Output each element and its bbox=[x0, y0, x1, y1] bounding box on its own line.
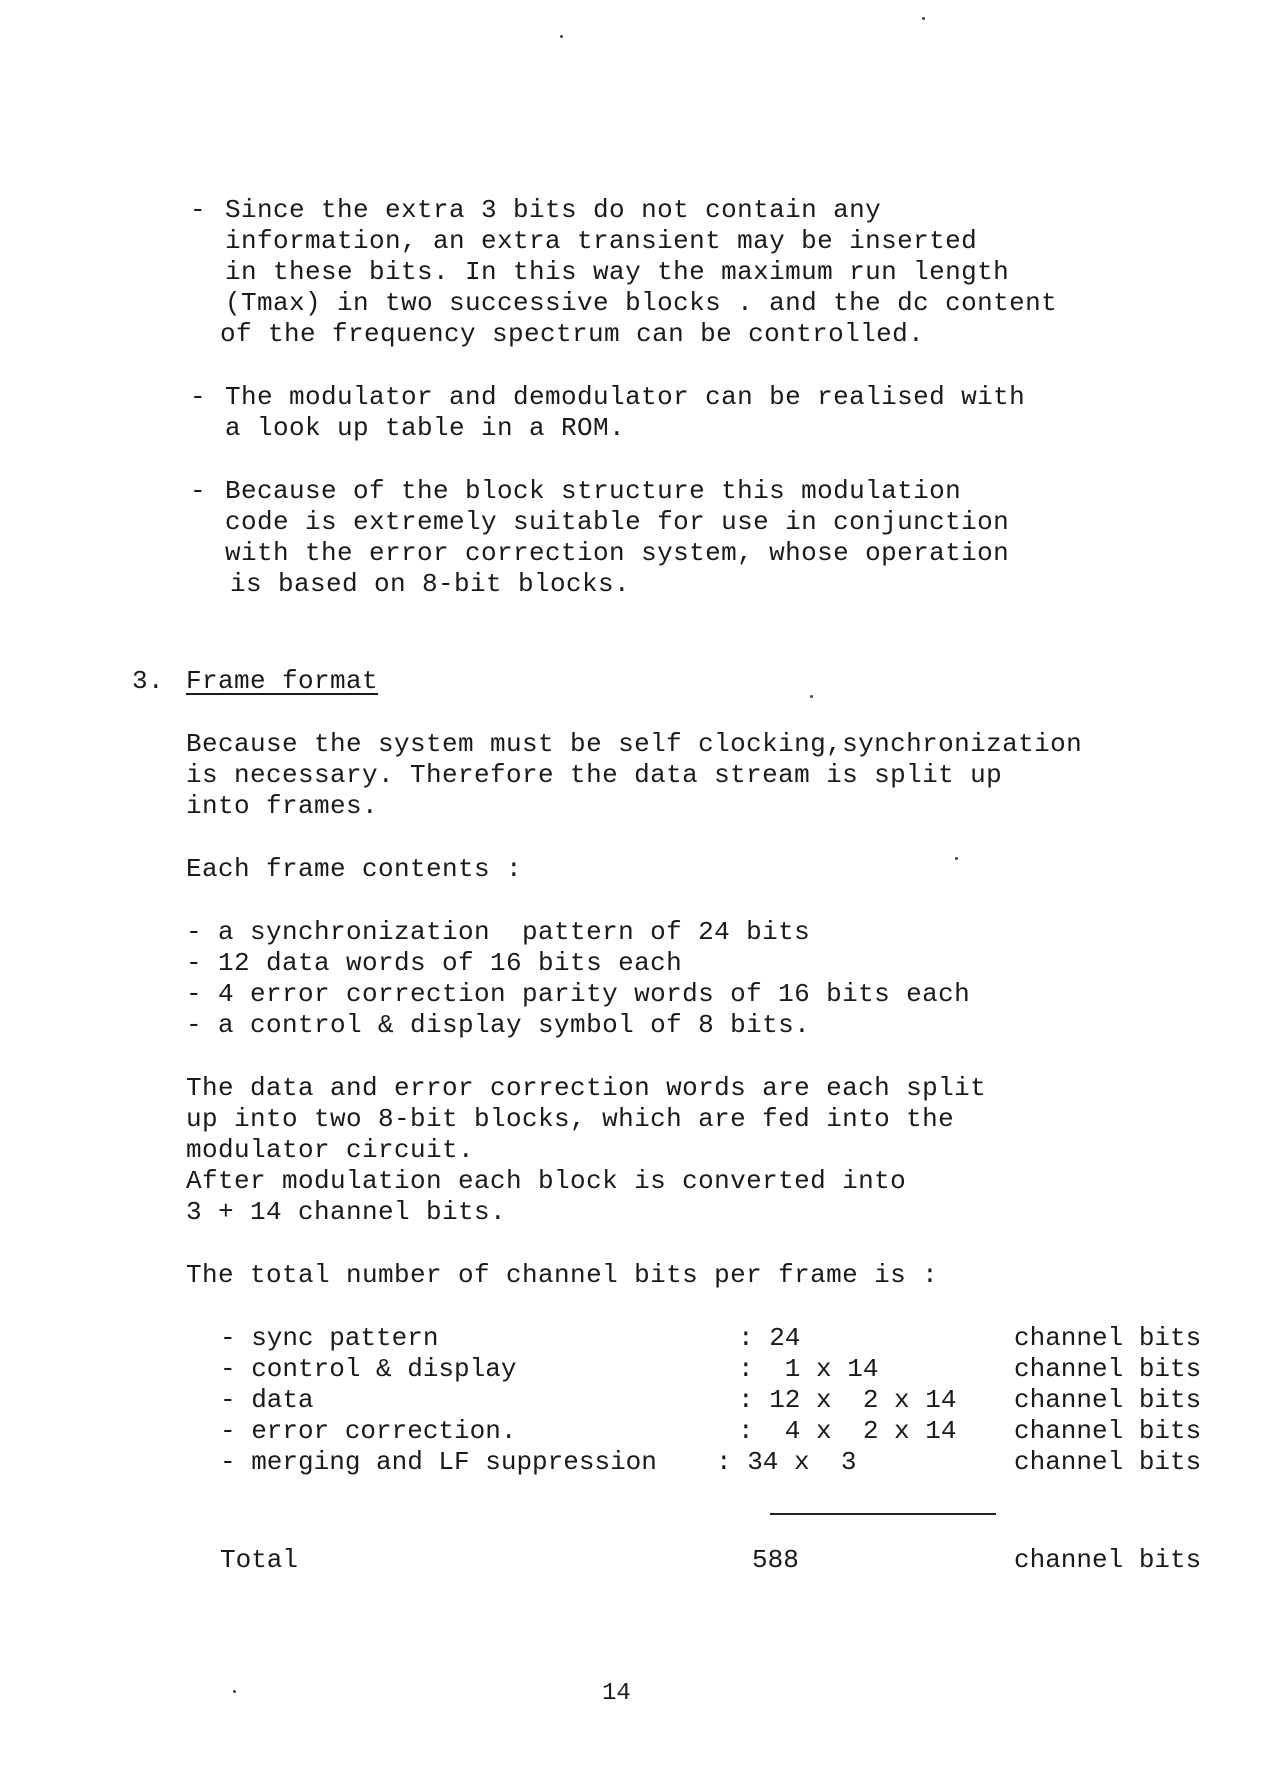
paragraph-line: modulator circuit. bbox=[186, 1135, 475, 1165]
sum-rule bbox=[770, 1513, 996, 1515]
table-row bbox=[0, 1385, 1280, 1416]
row-unit: channel bits bbox=[1014, 1323, 1202, 1353]
bullet-line: in these bits. In this way the maximum run length bbox=[225, 257, 1010, 287]
bullet-line: (Tmax) in two successive blocks . and the dc content bbox=[225, 288, 1058, 318]
scan-speck bbox=[810, 695, 813, 698]
list-item: - a control & display symbol of 8 bits. bbox=[186, 1010, 811, 1040]
bullet-line: of the frequency spectrum can be controlled. bbox=[220, 319, 925, 349]
bullet-line: The modulator and demodulator can be realised with bbox=[225, 382, 1026, 412]
total-value: 588 bbox=[752, 1545, 799, 1575]
row-value: : 34 x 3 bbox=[716, 1447, 857, 1477]
paragraph-line: into frames. bbox=[186, 791, 379, 821]
row-label: - control & display bbox=[220, 1354, 517, 1384]
row-label: - data bbox=[220, 1385, 314, 1415]
table-row bbox=[0, 1323, 1280, 1354]
row-label: - error correction. bbox=[220, 1416, 517, 1446]
table-row bbox=[0, 1354, 1280, 1385]
paragraph-line: The data and error correction words are each split bbox=[186, 1073, 987, 1103]
total-unit: channel bits bbox=[1014, 1545, 1202, 1575]
row-value: : 4 x 2 x 14 bbox=[738, 1416, 957, 1446]
scan-speck bbox=[560, 35, 563, 38]
table-row bbox=[0, 1447, 1280, 1478]
scan-speck bbox=[955, 857, 958, 860]
scan-speck bbox=[233, 1690, 236, 1693]
row-value: : 1 x 14 bbox=[738, 1354, 879, 1384]
bullet-line: information, an extra transient may be inserted bbox=[225, 226, 978, 256]
bullet-line: Since the extra 3 bits do not contain any bbox=[225, 195, 882, 225]
total-label: Total bbox=[220, 1545, 299, 1575]
row-unit: channel bits bbox=[1014, 1385, 1202, 1415]
row-unit: channel bits bbox=[1014, 1416, 1202, 1446]
row-unit: channel bits bbox=[1014, 1447, 1202, 1477]
total-heading: The total number of channel bits per frame is : bbox=[186, 1260, 939, 1290]
bullet-line: a look up table in a ROM. bbox=[225, 413, 626, 443]
page-number: 14 bbox=[602, 1680, 631, 1707]
table-row bbox=[0, 1416, 1280, 1447]
bullet-line: with the error correction system, whose operation bbox=[225, 538, 1010, 568]
list-item: - a synchronization pattern of 24 bits bbox=[186, 917, 811, 947]
row-unit: channel bits bbox=[1014, 1354, 1202, 1384]
row-label: - sync pattern bbox=[220, 1323, 439, 1353]
bullet-line: code is extremely suitable for use in conjunction bbox=[225, 507, 1010, 537]
total-row bbox=[0, 1545, 1280, 1576]
bullet-line: is based on 8-bit blocks. bbox=[230, 569, 631, 599]
row-label: - merging and LF suppression bbox=[220, 1447, 657, 1477]
row-value: : 24 bbox=[738, 1323, 801, 1353]
paragraph-line: up into two 8-bit blocks, which are fed into the bbox=[186, 1104, 955, 1134]
scan-speck bbox=[922, 17, 925, 20]
paragraph-line: 3 + 14 channel bits. bbox=[186, 1197, 507, 1227]
contents-heading: Each frame contents : bbox=[186, 854, 523, 884]
paragraph-line: is necessary. Therefore the data stream is split up bbox=[186, 760, 1003, 790]
bullet-dash: - bbox=[190, 382, 206, 412]
section-title: Frame format bbox=[186, 666, 379, 696]
row-value: : 12 x 2 x 14 bbox=[738, 1385, 957, 1415]
bullet-line: Because of the block structure this modulation bbox=[225, 476, 962, 506]
paragraph-line: Because the system must be self clocking,synchronization bbox=[186, 729, 1083, 759]
bullet-dash: - bbox=[190, 476, 206, 506]
list-item: - 12 data words of 16 bits each bbox=[186, 948, 683, 978]
paragraph-line: After modulation each block is converted into bbox=[186, 1166, 907, 1196]
section-number: 3. bbox=[132, 666, 165, 696]
list-item: - 4 error correction parity words of 16 bits each bbox=[186, 979, 971, 1009]
bullet-dash: - bbox=[190, 195, 206, 225]
